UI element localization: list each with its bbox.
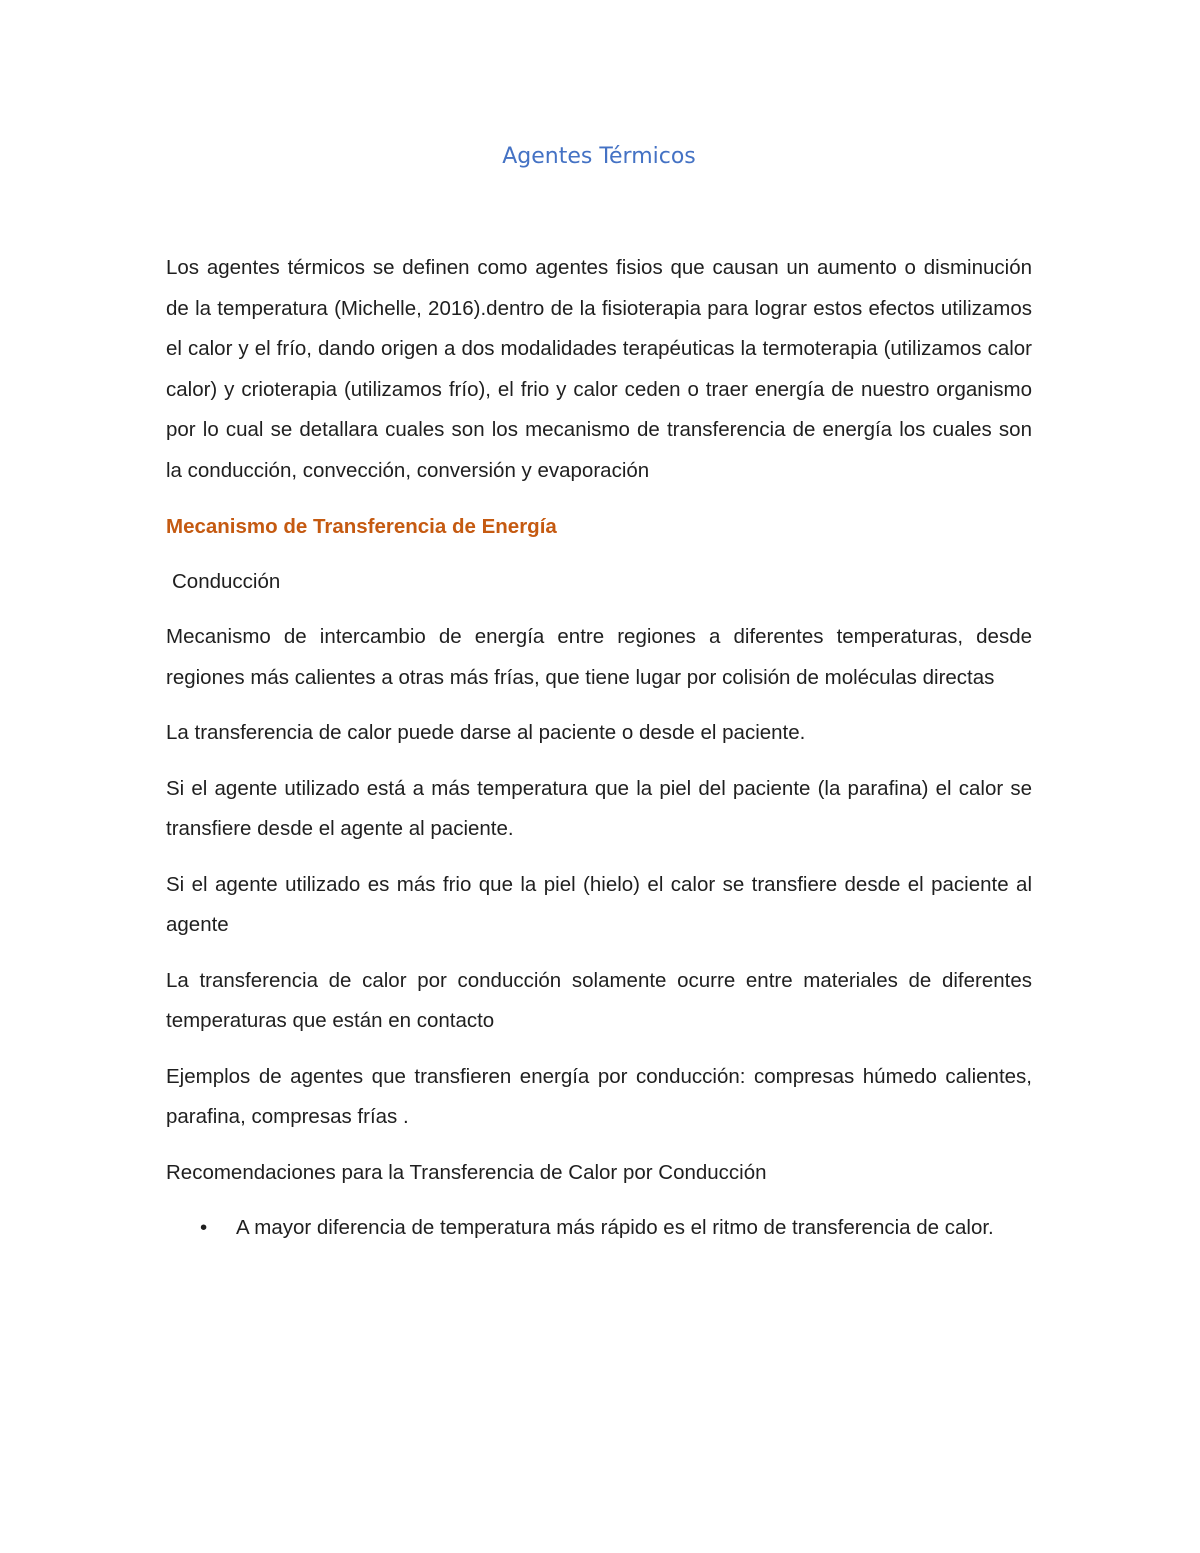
paragraph-definition: Mecanismo de intercambio de energía entre regiones a diferentes temperaturas, desde regiones más calientes a otras más frías, que tiene lugar por colisión de moléculas directas [166, 625, 1032, 689]
paragraph-warm-agent: Si el agente utilizado está a más temperatura que la piel del paciente (la parafina) el calor se transfiere desde el agente al paciente. [166, 776, 1032, 840]
intro-paragraph: Los agentes térmicos se definen como agentes fisios que causan un aumento o disminución de la temperatura (Michelle, 2016).dentro de la fisioterapia para lograr estos efectos utilizamos el calor y el frío, dando origen a dos modalidades terapéuticas la termoterapia (utilizamos calor calor) y crioterapia (utilizamos frío), el frio y calor ceden o traer energía de nuestro organismo por lo cual se detallara cuales son los mecanismo de transferencia de energía los cuales son la conducción, convección, conversión y evaporación [166, 256, 1032, 482]
section-heading: Mecanismo de Transferencia de Energía [166, 515, 557, 538]
bullet-icon: • [200, 1216, 208, 1239]
paragraph-cold-agent: Si el agente utilizado es más frio que la piel (hielo) el calor se transfiere desde el paciente al agente [166, 872, 1032, 936]
document-title: Agentes Térmicos [502, 144, 696, 169]
paragraph-examples: Ejemplos de agentes que transfieren energía por conducción: compresas húmedo calientes, parafina, compresas frías . [166, 1064, 1032, 1128]
list-item [200, 1208, 1032, 1249]
paragraph-contact: La transferencia de calor por conducción solamente ocurre entre materiales de diferentes temperaturas que están en contacto [166, 968, 1032, 1032]
subheading-conduccion: Conducción [172, 570, 281, 593]
paragraph-transfer-direction: La transferencia de calor puede darse al paciente o desde el paciente. [166, 721, 806, 744]
document-content [166, 138, 1032, 1249]
recommendations-list [166, 1208, 1032, 1249]
list-item-text: A mayor diferencia de temperatura más rápido es el ritmo de transferencia de calor. [236, 1216, 994, 1239]
paragraph-recommendations-heading: Recomendaciones para la Transferencia de Calor por Conducción [166, 1160, 767, 1184]
